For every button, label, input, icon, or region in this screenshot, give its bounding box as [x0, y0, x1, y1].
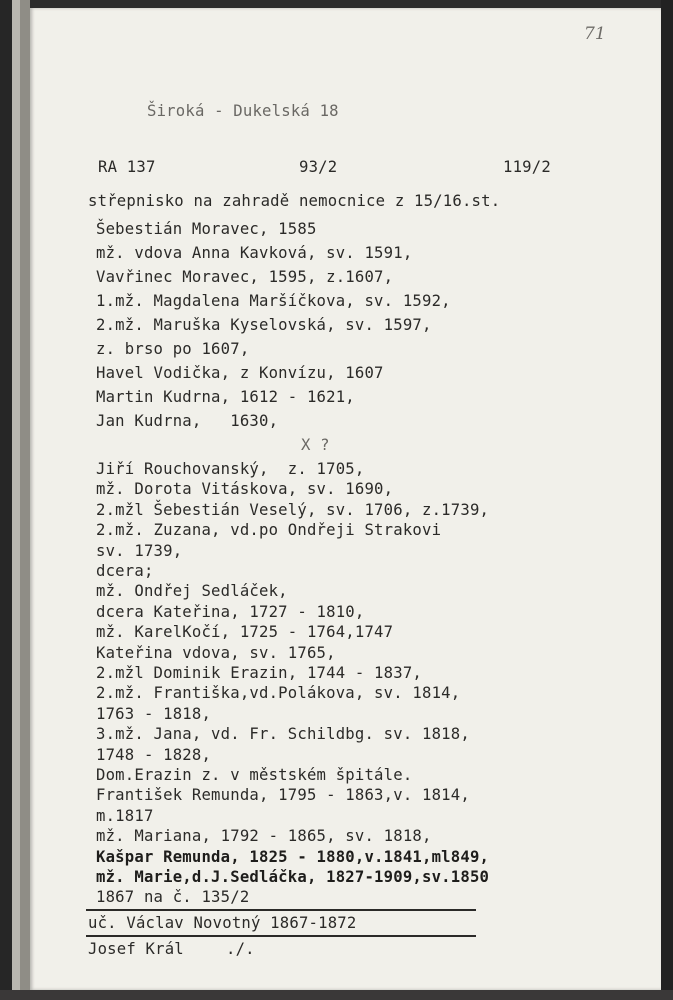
page-number: 71 — [584, 24, 606, 44]
record-line: 1867 na č. 135/2 — [96, 888, 250, 907]
record-line: Dom.Erazin z. v městském špitále. — [96, 766, 413, 784]
site-note: střepnisko na zahradě nemocnice z 15/16.st. — [88, 192, 501, 210]
teacher-line: uč. Václav Novotný 1867-1872 — [88, 914, 357, 933]
record-line: mž. Mariana, 1792 - 1865, sv. 1818, — [96, 827, 432, 846]
frame-right — [661, 0, 673, 1000]
ra-number: RA 137 — [98, 158, 156, 176]
record-line: mž. KarelKočí, 1725 - 1764,1747 — [96, 623, 394, 642]
record-line: sv. 1739, — [96, 541, 183, 560]
record-line: Vavřinec Moravec, 1595, z.1607, — [96, 268, 394, 286]
record-line: mž. Ondřej Sedláček, — [96, 582, 288, 601]
frame-left — [0, 0, 12, 1000]
frame-top — [0, 0, 673, 8]
footer-rule-bottom — [86, 935, 476, 937]
record-line: mž. Dorota Vitáskova, sv. 1690, — [96, 480, 394, 499]
record-line: Kašpar Remunda, 1825 - 1880,v.1841,ml849, — [96, 847, 490, 866]
record-line: mž. vdova Anna Kavková, sv. 1591, — [96, 244, 413, 262]
record-line: 2.mž. Zuzana, vd.po Ondřeji Strakovi — [96, 521, 442, 540]
record-line: mž. Marie,d.J.Sedláčka, 1827-1909,sv.1850 — [96, 868, 490, 886]
record-line: z. brso po 1607, — [96, 340, 250, 358]
record-line: 2.mžl Šebestián Veselý, sv. 1706, z.1739, — [96, 500, 490, 519]
address-heading: Široká - Dukelská 18 — [147, 102, 339, 120]
frame-bottom — [0, 990, 673, 1000]
record-line: 2.mž. Maruška Kyselovská, sv. 1597, — [96, 316, 432, 334]
record-line: Martin Kudrna, 1612 - 1621, — [96, 388, 355, 406]
record-line: 1.mž. Magdalena Maršíčkova, sv. 1592, — [96, 292, 451, 310]
record-line: Jiří Rouchovanský, z. 1705, — [96, 460, 365, 478]
record-line: Jan Kudrna, 1630, — [96, 412, 279, 430]
footer-rule-top — [86, 909, 476, 911]
record-line: 2.mžl Dominik Erazin, 1744 - 1837, — [96, 664, 422, 682]
card-text — [30, 8, 661, 990]
record-line: 3.mž. Jana, vd. Fr. Schildbg. sv. 1818, — [96, 725, 470, 744]
card-edge-shadow — [12, 0, 30, 1000]
record-line: dcera Kateřina, 1727 - 1810, — [96, 602, 365, 621]
record-line: Havel Vodička, z Konvízu, 1607 — [96, 364, 384, 382]
owner-line: Josef Král — [88, 940, 184, 959]
index-card — [30, 8, 661, 990]
record-line: František Remunda, 1795 - 1863,v. 1814, — [96, 786, 470, 805]
record-line: Šebestián Moravec, 1585 — [96, 220, 317, 238]
record-line: 2.mž. Františka,vd.Polákova, sv. 1814, — [96, 684, 461, 703]
old-house-number: 93/2 — [299, 158, 338, 176]
record-line: dcera; — [96, 562, 154, 580]
record-line: 1748 - 1828, — [96, 745, 212, 764]
record-line: Kateřina vdova, sv. 1765, — [96, 643, 336, 662]
separator-mark: X ? — [301, 436, 330, 454]
record-line: m.1817 — [96, 806, 154, 825]
record-line: 1763 - 1818, — [96, 704, 212, 723]
plot-number: 119/2 — [503, 158, 551, 176]
end-mark: ./. — [226, 940, 255, 959]
